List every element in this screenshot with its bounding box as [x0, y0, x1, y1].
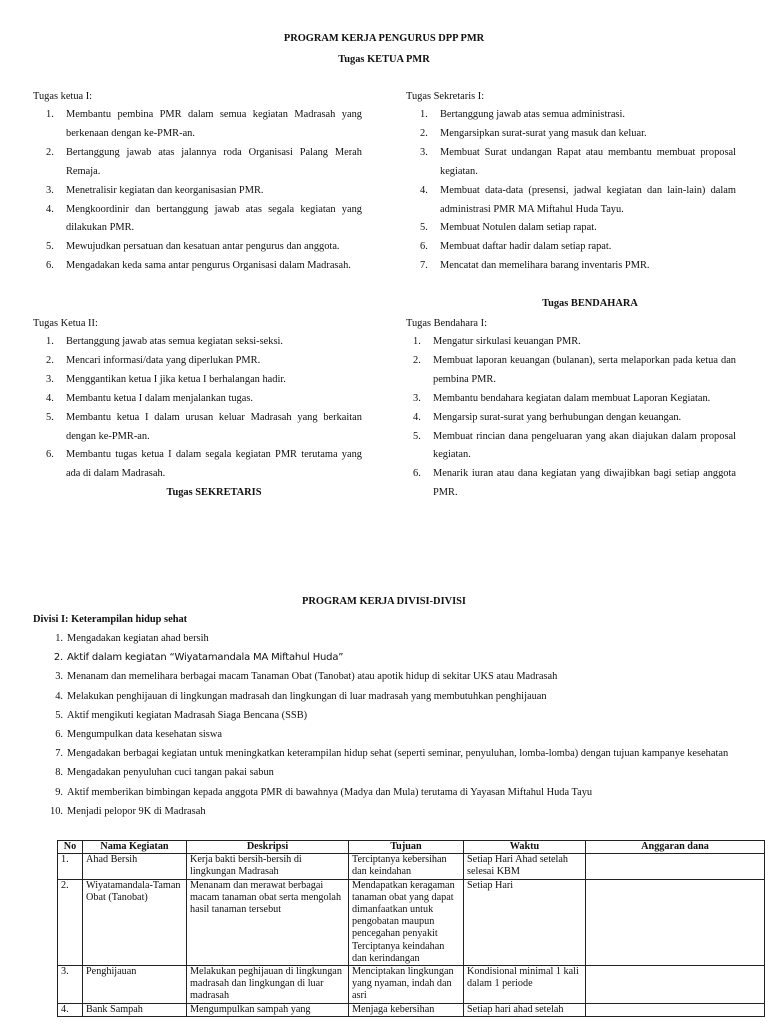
list-item-text: Mewujudkan persatuan dan kesatuan antar pengurus dan anggota.: [66, 241, 340, 253]
list-number: 3.: [420, 146, 428, 158]
list-item-text: Membantu tugas ketua I dalam segala kegiatan PMR terutama yang ada di dalam Madrasah.: [66, 449, 362, 480]
table-cell-anggaran: [586, 1003, 765, 1016]
divisi-item: [55, 629, 757, 648]
divisi-item-text: Mengadakan penyuluhan cuci tangan pakai sabun: [67, 767, 274, 779]
table-cell-tujuan: Terciptanya kebersihan dan keindahan: [349, 854, 464, 879]
list-number: 4.: [413, 411, 421, 423]
table-cell-anggaran: [586, 854, 765, 879]
list-number: 6.: [420, 241, 428, 253]
table-cell-anggaran: [586, 966, 765, 1004]
list-item: [46, 352, 362, 371]
list-item-text: Membuat Notulen dalam setiap rapat.: [440, 222, 597, 234]
col-header-no: No: [58, 841, 83, 854]
table-cell-no: 3.: [58, 966, 83, 1004]
list-number: 4.: [46, 392, 54, 404]
list-item-text: Menetralisir kegiatan dan keorganisasian PMR.: [66, 184, 264, 196]
list-number: 2.: [420, 127, 428, 139]
table-cell-waktu: Setiap Hari Ahad setelah selesai KBM: [464, 854, 586, 879]
sekretaris-title: Tugas SEKRETARIS: [166, 487, 262, 498]
table-cell-no: 4.: [58, 1003, 83, 1016]
list-number: 5.: [420, 222, 428, 234]
list-number: 3.: [46, 373, 54, 385]
divisi-item-text: Menanam dan memelihara berbagai macam Tanaman Obat (Tanobat) atau apotik hidup di sekitar UKS atau Madrasah: [67, 671, 558, 683]
list-item-text: Membuat Surat undangan Rapat atau membantu membuat proposal kegiatan.: [440, 146, 736, 177]
list-item-text: Mengarsipkan surat-surat yang masuk dan keluar.: [440, 127, 647, 139]
table-cell-no: 2.: [58, 879, 83, 965]
list-item: [46, 201, 362, 239]
list-item: [46, 144, 362, 182]
table-cell-deskripsi: Melakukan peghijauan di lingkungan madrasah dan lingkungan di luar madrasah: [187, 966, 349, 1004]
list-item: [46, 409, 362, 447]
list-number: 7.: [420, 260, 428, 272]
list-item: [413, 333, 736, 352]
list-number: 5.: [55, 709, 63, 721]
col-header-waktu: Waktu: [464, 841, 586, 854]
table-cell-tujuan: Menciptakan lingkungan yang nyaman, indah dan asri: [349, 966, 464, 1004]
list-number: 6.: [413, 468, 421, 480]
list-number: 8.: [55, 767, 63, 779]
ketua2-list: [46, 333, 362, 484]
list-number: 3.: [46, 184, 54, 196]
col-header-deskripsi: Deskripsi: [187, 841, 349, 854]
list-number: 3.: [413, 392, 421, 404]
list-item-text: Membuat daftar hadir dalam setiap rapat.: [440, 241, 612, 253]
list-item: [413, 465, 736, 503]
list-item-text: Membantu ketua I dalam urusan keluar Madrasah yang berkaitan dengan ke-PMR-an.: [66, 411, 362, 442]
list-item: [46, 257, 362, 276]
list-item: [46, 106, 362, 144]
list-item: [420, 125, 736, 144]
divisi-item-text: Mengadakan berbagai kegiatan untuk meningkatkan keterampilan hidup sehat (seperti seminar, penyuluhan, lomba-lomba) dengan tujuan kampanye kesehatan: [67, 748, 729, 760]
table-cell-anggaran: [586, 879, 765, 965]
list-item: [420, 106, 736, 125]
divisi-item: [50, 802, 757, 821]
divisi-item: [55, 687, 757, 706]
list-number: 10.: [50, 805, 63, 817]
table-cell-tujuan: Menjaga kebersihan: [349, 1003, 464, 1016]
list-number: 2.: [46, 354, 54, 366]
list-item-text: Mencatat dan memelihara barang inventaris PMR.: [440, 260, 650, 272]
list-item: [420, 182, 736, 220]
divisi-item: [55, 763, 757, 782]
list-number: 6.: [46, 260, 54, 272]
list-number: 5.: [46, 241, 54, 253]
list-item: [46, 446, 362, 484]
bendahara-title: Tugas BENDAHARA: [542, 298, 638, 309]
table-cell-nama: Wiyatamandala-Taman Obat (Tanobat): [83, 879, 187, 965]
divisi-item-text: Mengumpulkan data kesehatan siswa: [67, 729, 222, 741]
table-row: [58, 1003, 765, 1016]
list-item: [413, 428, 736, 466]
program-table: [57, 840, 765, 1017]
divisi-item: [55, 783, 757, 802]
table-cell-waktu: Kondisional minimal 1 kali dalam 1 periode: [464, 966, 586, 1004]
list-item-text: Membuat rincian dana pengeluaran yang akan diajukan dalam proposal kegiatan.: [433, 430, 736, 461]
list-item-text: Membuat data-data (presensi, jadwal kegiatan dan lain-lain) dalam administrasi PMR MA Miftahul Huda Tayu.: [440, 184, 736, 215]
table-cell-nama: Penghijauan: [83, 966, 187, 1004]
list-number: 1.: [46, 336, 54, 347]
col-header-anggaran: Anggaran dana: [586, 841, 765, 854]
list-number: 9.: [55, 786, 63, 798]
list-number: 6.: [46, 449, 54, 461]
ketua1-heading: Tugas ketua I:: [33, 91, 93, 102]
list-number: 4.: [420, 184, 428, 196]
list-item: [413, 390, 736, 409]
table-cell-tujuan: Mendapatkan keragaman tanaman obat yang dapat dimanfaatkan untuk pengobatan maupun pencegahan penyakit Terciptanya keindahan dan kerindangan: [349, 879, 464, 965]
list-number: 5.: [46, 411, 54, 423]
divisi-item: [55, 725, 757, 744]
table-header-row: [58, 841, 765, 854]
list-item-text: Membantu ketua I dalam menjalankan tugas.: [66, 392, 253, 404]
list-number: 4.: [55, 690, 63, 702]
list-item: [413, 409, 736, 428]
bendahara1-heading: Tugas Bendahara I:: [406, 318, 487, 329]
table-cell-waktu: Setiap Hari: [464, 879, 586, 965]
sekretaris1-list: [420, 106, 736, 276]
divisi-title: PROGRAM KERJA DIVISI-DIVISI: [302, 596, 466, 607]
list-item-text: Mengatur sirkulasi keuangan PMR.: [433, 336, 581, 347]
list-item-text: Bertanggung jawab atas semua administrasi.: [440, 109, 625, 120]
list-item: [420, 219, 736, 238]
list-number: 2.: [413, 354, 421, 366]
table-row: [58, 854, 765, 879]
list-item: [420, 257, 736, 276]
table-cell-waktu: Setiap hari ahad setelah: [464, 1003, 586, 1016]
list-item: [46, 371, 362, 390]
list-item-text: Mengkoordinir dan bertanggung jawab atas segala kegiatan yang dilakukan PMR.: [66, 203, 362, 234]
list-item: [46, 390, 362, 409]
ketua2-heading: Tugas Ketua II:: [33, 318, 98, 329]
list-item: [413, 352, 736, 390]
divisi-item-text: Aktif dalam kegiatan “Wiyatamandala MA Miftahul Huda”: [67, 652, 344, 664]
ketua1-list: [46, 106, 362, 276]
divisi-item: [55, 667, 757, 686]
table-cell-deskripsi: Menanam dan merawat berbagai macam tanaman obat serta mengolah hasil tanaman tersebut: [187, 879, 349, 965]
col-header-tujuan: Tujuan: [349, 841, 464, 854]
divisi-item: [55, 744, 757, 763]
list-number: 3.: [55, 671, 63, 683]
list-item: [46, 182, 362, 201]
list-number: 1.: [420, 109, 428, 120]
list-number: 4.: [46, 203, 54, 215]
divisi-list: [50, 629, 757, 821]
list-item-text: Mencari informasi/data yang diperlukan PMR.: [66, 354, 261, 366]
list-item: [420, 144, 736, 182]
divisi-item: [53, 648, 757, 667]
divisi-item-text: Melakukan penghijauan di lingkungan madrasah dan lingkungan di luar madrasah yang membutuhkan penghijauan: [67, 690, 547, 702]
list-item-text: Bertanggung jawab atas jalannya roda Organisasi Palang Merah Remaja.: [66, 146, 362, 177]
divisi-item-text: Menjadi pelopor 9K di Madrasah: [67, 805, 206, 817]
table-cell-nama: Bank Sampah: [83, 1003, 187, 1016]
list-number: 2.: [46, 146, 54, 158]
divisi-heading: Divisi I: Keterampilan hidup sehat: [33, 614, 188, 625]
list-item-text: Mengadakan keda sama antar pengurus Organisasi dalam Madrasah.: [66, 260, 351, 272]
list-item: [420, 238, 736, 257]
list-item-text: Membuat laporan keuangan (bulanan), serta melaporkan pada ketua dan pembina PMR.: [433, 354, 736, 385]
list-number: 7.: [55, 748, 63, 760]
list-number: 5.: [413, 430, 421, 442]
list-item: [46, 333, 362, 352]
list-number: 1.: [55, 633, 63, 644]
table-row: [58, 879, 765, 965]
table-row: [58, 966, 765, 1004]
table-cell-no: 1.: [58, 854, 83, 879]
list-item-text: Bertanggung jawab atas semua kegiatan seksi-seksi.: [66, 336, 283, 347]
list-number: 1.: [46, 109, 54, 120]
list-number: 6.: [55, 729, 63, 741]
document-title: PROGRAM KERJA PENGURUS DPP PMR: [283, 33, 485, 44]
list-number: 2.: [53, 652, 63, 664]
list-item-text: Menarik iuran atau dana kegiatan yang diwajibkan bagi setiap anggota PMR.: [433, 468, 736, 499]
divisi-item-text: Aktif memberikan bimbingan kepada anggota PMR di bawahnya (Madya dan Mula) terutama di Yayasan Miftahul Huda Tayu: [67, 786, 593, 798]
bendahara1-list: [413, 333, 736, 503]
list-number: 1.: [413, 336, 421, 347]
divisi-item-text: Mengadakan kegiatan ahad bersih: [67, 633, 209, 644]
document-subtitle: Tugas KETUA PMR: [338, 54, 430, 65]
col-header-nama: Nama Kegiatan: [83, 841, 187, 854]
list-item-text: Membantu bendahara kegiatan dalam membuat Laporan Kegiatan.: [433, 392, 711, 404]
list-item-text: Membantu pembina PMR dalam semua kegiatan Madrasah yang berkenaan dengan ke-PMR-an.: [66, 109, 362, 139]
sekretaris1-heading: Tugas Sekretaris I:: [406, 91, 485, 102]
divisi-item-text: Aktif mengikuti kegiatan Madrasah Siaga Bencana (SSB): [67, 709, 308, 721]
table-cell-nama: Ahad Bersih: [83, 854, 187, 879]
divisi-item: [55, 706, 757, 725]
list-item: [46, 238, 362, 257]
table-cell-deskripsi: Mengumpulkan sampah yang: [187, 1003, 349, 1016]
table-cell-deskripsi: Kerja bakti bersih-bersih di lingkungan Madrasah: [187, 854, 349, 879]
list-item-text: Menggantikan ketua I jika ketua I berhalangan hadir.: [66, 373, 286, 385]
list-item-text: Mengarsip surat-surat yang berhubungan dengan keuangan.: [433, 411, 682, 423]
